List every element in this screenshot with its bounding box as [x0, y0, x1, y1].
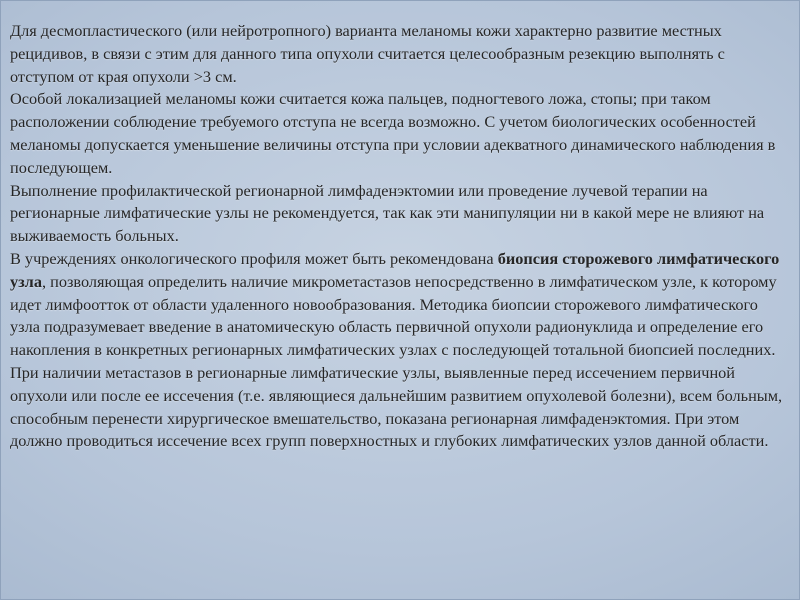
paragraph-special-localization — [10, 88, 786, 179]
paragraph-text-before: В учреждениях онкологического профиля может быть рекомендована — [10, 248, 498, 268]
paragraph-desmoplastic-melanoma — [10, 20, 786, 88]
paragraph-text: При наличии метастазов в регионарные лимфатические узлы, выявленные перед иссечением первичной опухоли или после ее иссечения (т.е. являющиеся дальнейшим развитием опухолевой болезни), всем больным, способным перенести хирургическое вмешательство, показана регионарная лимфаденэктомия. При этом должно проводиться иссечение всех групп поверхностных и глубоких лимфатических узлов данной области. — [10, 362, 783, 451]
paragraph-sentinel-node-biopsy — [10, 248, 786, 362]
paragraph-prophylactic-lymphadenectomy — [10, 180, 786, 248]
paragraph-text: Для десмопластического (или нейротропного) варианта меланомы кожи характерно развитие местных рецидивов, в связи с этим для данного типа опухоли считается целесообразным резекцию выполнять с отступом от края опухоли >3 см. — [10, 21, 725, 86]
bold-term-sentinel-node-biopsy: биопсия сторожевого лимфатического узла — [10, 248, 780, 291]
paragraph-text: Выполнение профилактической регионарной лимфаденэктомии или проведение лучевой терапии на регионарные лимфатические узлы не рекомендуется, так как эти манипуляции ни в какой мере не влияют на выживаемость больных. — [10, 180, 765, 246]
slide-body-text — [10, 20, 786, 453]
paragraph-text-after: , позволяющая определить наличие микрометастазов непосредственно в лимфатическом узле, к которому идет лимфоотток от области удаленного новообразования. Методика биопсии сторожевого лимфатического узла подразумевает введение в анатомическую область первичной опухоли радионуклида и определение его накопления в конкретных регионарных лимфатических узлах с последующей тотальной биопсией последних. — [10, 271, 777, 360]
paragraph-regional-lymphadenectomy — [10, 362, 786, 453]
paragraph-text: Особой локализацией меланомы кожи считается кожа пальцев, подногтевого ложа, стопы; при таком расположении соблюдение требуемого отступа не всегда возможно. С учетом биологических особенностей меланомы допускается уменьшение величины отступа при условии адекватного динамического наблюдения в последующем. — [10, 89, 776, 177]
